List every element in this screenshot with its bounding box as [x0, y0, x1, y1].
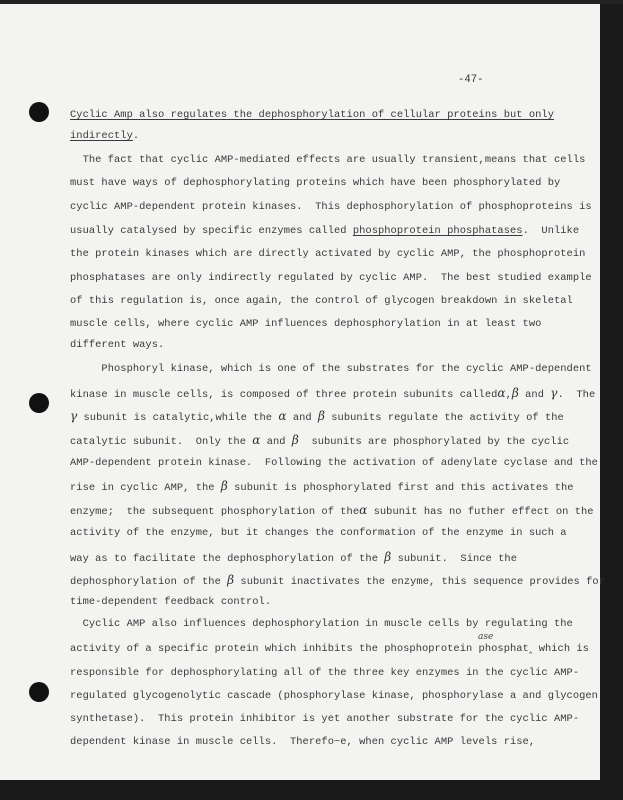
text-segment: and: [286, 412, 318, 424]
text-segment: responsible for dephosphorylating all of the three key enzymes in the cyclic AMP-: [70, 667, 580, 679]
text-segment: usually catalysed by specific enzymes called: [70, 225, 353, 237]
text-segment: rise in cyclic AMP, the: [70, 482, 221, 494]
text-segment: dependent kinase in muscle cells. Therefo~e, when cyclic AMP levels rise,: [70, 736, 536, 748]
text-segment: synthetase). This protein inhibitor is yet another substrate for the cyclic AMP-: [70, 713, 580, 725]
text-segment: subunit has no futher effect on the: [367, 506, 594, 518]
text-segment: .: [132, 130, 140, 142]
text-segment: . The: [557, 389, 596, 401]
text-line: [70, 690, 598, 702]
text-segment: different ways.: [70, 339, 165, 351]
text-segment: catalytic subunit. Only the: [70, 436, 253, 448]
greek-letter: γ: [70, 409, 78, 423]
text-line: [70, 318, 541, 330]
text-segment: Cyclic AMP also influences dephosphorylation in muscle cells by regulating the: [70, 618, 573, 630]
text-line: [70, 410, 564, 422]
text-line: [70, 130, 139, 142]
text-segment: of this regulation is, once again, the control of glycogen breakdown in skeletal: [70, 295, 573, 307]
text-segment: regulated glycogenolytic cascade (phosphorylase kinase, phosphorylase a and glycogen: [70, 690, 598, 702]
text-segment: and: [260, 436, 292, 448]
text-segment: The fact that cyclic AMP-mediated effects are usually transient,means that cells: [70, 154, 586, 166]
text-segment: and: [518, 389, 551, 401]
text-line: [70, 295, 573, 307]
text-segment: AMP-dependent protein kinase. Following the activation of adenylate cyclase and the: [70, 457, 598, 469]
text-segment: ,: [505, 389, 512, 401]
text-line: [70, 272, 592, 284]
text-line: [70, 387, 595, 399]
text-line: [70, 713, 579, 725]
text-line: [70, 154, 585, 166]
text-segment: enzyme; the subsequent phosphorylation of the: [70, 506, 360, 518]
text-segment: subunit is catalytic,while the: [77, 412, 279, 424]
text-line: [70, 109, 554, 121]
handwritten-insertion: ase: [478, 632, 494, 642]
text-segment: subunit inactivates the enzyme, this sequence provides for: [234, 576, 605, 588]
text-line: [70, 457, 598, 469]
text-segment: subunit. Since the: [391, 553, 517, 565]
text-segment: must have ways of dephosphorylating proteins which have been phosphorylated by: [70, 177, 561, 189]
punch-hole: [29, 102, 49, 122]
greek-letter: β: [384, 550, 392, 564]
text-segment: activity of the enzyme, but it changes the conformation of the enzyme in such a: [70, 527, 567, 539]
text-line: [70, 225, 579, 237]
greek-letter: α: [278, 409, 287, 423]
greek-letter: β: [511, 386, 519, 400]
text-segment: subunits are phosphorylated by the cyclic: [298, 436, 570, 448]
text-line: [70, 643, 589, 655]
text-line: [70, 480, 574, 492]
underlined-text: Cyclic Amp also regulates the dephosphorylation of cellular proteins but only: [70, 109, 554, 121]
text-segment: . Unlike: [522, 225, 580, 237]
text-line: [70, 596, 271, 608]
text-segment: Phosphoryl kinase, which is one of the substrates for the cyclic AMP-dependent: [70, 363, 592, 375]
text-line: [70, 434, 569, 446]
greek-letter: β: [220, 479, 228, 493]
text-segment: cyclic AMP-dependent protein kinases. This dephosphorylation of phosphoproteins is: [70, 201, 592, 213]
text-line: [70, 177, 560, 189]
text-line: [70, 248, 585, 260]
text-segment: dephosphorylation of the: [70, 576, 228, 588]
text-line: [70, 551, 517, 563]
underlined-text: phosphoprotein phosphatases: [352, 225, 523, 237]
text-line: [70, 339, 164, 351]
text-segment: subunits regulate the activity of the: [324, 412, 564, 424]
punch-hole: [29, 393, 49, 413]
greek-letter: γ: [550, 386, 558, 400]
text-segment: time-dependent feedback control.: [70, 596, 272, 608]
greek-letter: β: [317, 409, 325, 423]
text-segment: phosphatases are only indirectly regulated by cyclic AMP. The best studied example: [70, 272, 592, 284]
greek-letter: α: [359, 503, 368, 517]
text-line: [70, 527, 567, 539]
text-segment: the protein kinases which are directly activated by cyclic AMP, the phosphoprotein: [70, 248, 586, 260]
greek-letter: α: [252, 433, 261, 447]
text-segment: muscle cells, where cyclic AMP influences dephosphorylation in at least two: [70, 318, 542, 330]
punch-hole: [29, 682, 49, 702]
text-line: [70, 667, 579, 679]
underlined-text: indirectly: [70, 130, 133, 142]
text-segment: way as to facilitate the dephosphorylation of the: [70, 553, 385, 565]
text-line: [70, 201, 592, 213]
greek-letter: β: [227, 573, 235, 587]
text-segment: kinase in muscle cells, is composed of three protein subunits called: [70, 389, 498, 401]
greek-letter: β: [291, 433, 299, 447]
text-line: [70, 363, 592, 375]
text-segment: subunit is phosphorylated first and this activates the: [227, 482, 574, 494]
text-line: [70, 618, 573, 630]
page-number: -47-: [458, 74, 484, 86]
document-page: [0, 4, 605, 780]
greek-letter: α: [497, 386, 506, 400]
text-line: [70, 504, 594, 516]
text-line: [70, 574, 605, 586]
text-line: [70, 736, 535, 748]
text-segment: activity of a specific protein which inhibits the phosphoprotein phosphat‸ which is: [70, 643, 589, 655]
